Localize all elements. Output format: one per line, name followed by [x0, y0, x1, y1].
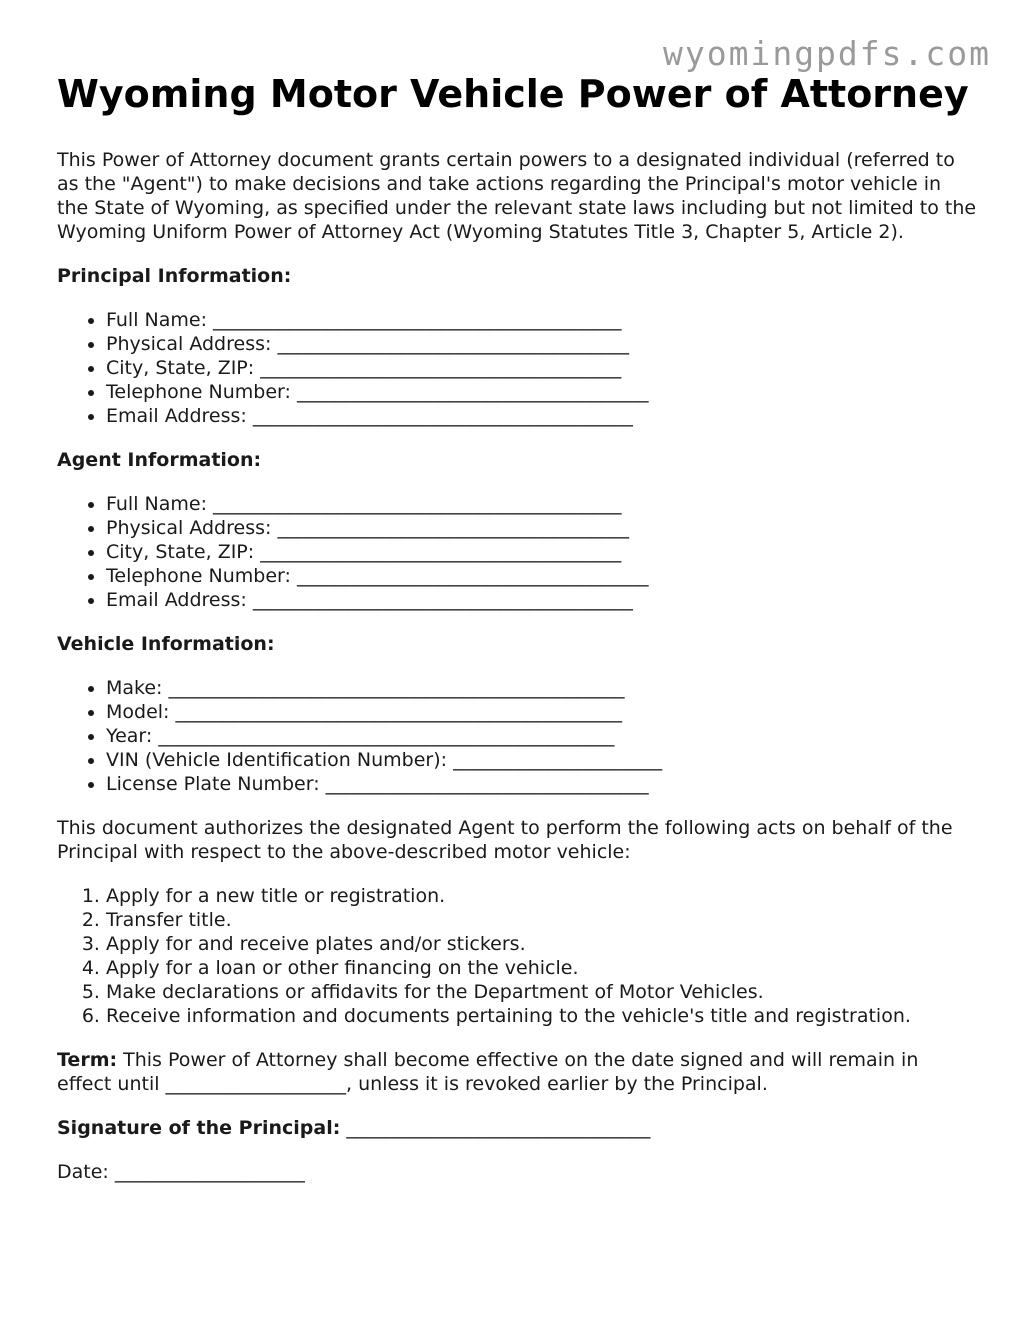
agent-full-name-field[interactable]: • Full Name: ___________________________________________ — [106, 492, 977, 516]
principal-heading: Principal Information: — [57, 265, 292, 287]
list-item: 4. Apply for a loan or other financing on the vehicle. — [106, 956, 977, 980]
vehicle-field-list — [57, 676, 977, 796]
authorization-paragraph: This document authorizes the designated Agent to perform the following acts on behalf of the Principal with respect to the above-described motor vehicle: — [57, 817, 953, 863]
list-item: 6. Receive information and documents pertaining to the vehicle's title and registration. — [106, 1004, 977, 1028]
agent-heading: Agent Information: — [57, 449, 262, 471]
vehicle-heading: Vehicle Information: — [57, 633, 275, 655]
list-item: 1. Apply for a new title or registration. — [106, 884, 977, 908]
signature-line — [57, 1116, 977, 1140]
principal-telephone-field[interactable]: • Telephone Number: _____________________________________ — [106, 380, 977, 404]
page-title: Wyoming Motor Vehicle Power of Attorney — [57, 72, 969, 116]
principal-field-list — [57, 308, 977, 428]
date-label: Date: — [57, 1161, 109, 1183]
list-item: 3. Apply for and receive plates and/or stickers. — [106, 932, 977, 956]
date-field[interactable]: ____________________ — [114, 1161, 305, 1183]
agent-field-list — [57, 492, 977, 612]
agent-address-field[interactable]: • Physical Address: _____________________________________ — [106, 516, 977, 540]
signature-field[interactable]: ________________________________ — [346, 1117, 651, 1139]
principal-full-name-field[interactable]: • Full Name: ___________________________________________ — [106, 308, 977, 332]
signature-label: Signature of the Principal: — [57, 1117, 341, 1139]
term-label: Term: — [57, 1049, 118, 1071]
principal-address-field[interactable]: • Physical Address: _____________________________________ — [106, 332, 977, 356]
vehicle-vin-field[interactable]: • VIN (Vehicle Identification Number): ______________________ — [106, 748, 977, 772]
intro-paragraph: This Power of Attorney document grants certain powers to a designated individual (referred to as the "Agent") to make decisions and take actions regarding the Principal's motor vehicle in the State of Wyoming, as specified under the relevant state laws including but not limited to the Wyoming Uniform Power of Attorney Act (Wyoming Statutes Title 3, Chapter 5, Article 2). — [57, 149, 977, 243]
vehicle-license-plate-field[interactable]: • License Plate Number: __________________________________ — [106, 772, 977, 796]
term-end-date-field[interactable]: ___________________ — [165, 1073, 347, 1095]
vehicle-model-field[interactable]: • Model: _______________________________________________ — [106, 700, 977, 724]
list-item: 5. Make declarations or affidavits for the Department of Motor Vehicles. — [106, 980, 977, 1004]
vehicle-make-field[interactable]: • Make: ________________________________________________ — [106, 676, 977, 700]
authorized-acts-list — [57, 884, 977, 1028]
watermark: wyomingpdfs.com — [662, 34, 991, 73]
term-paragraph: Term: This Power of Attorney shall become effective on the date signed and will remain in effect until ___________________, unless it is revoked earlier by the Principal. — [57, 1049, 919, 1095]
date-line — [57, 1160, 977, 1184]
list-item: 2. Transfer title. — [106, 908, 977, 932]
agent-telephone-field[interactable]: • Telephone Number: _____________________________________ — [106, 564, 977, 588]
vehicle-year-field[interactable]: • Year: ________________________________________________ — [106, 724, 977, 748]
agent-email-field[interactable]: • Email Address: ________________________________________ — [106, 588, 977, 612]
principal-email-field[interactable]: • Email Address: ________________________________________ — [106, 404, 977, 428]
document-page — [57, 70, 977, 1204]
agent-city-state-zip-field[interactable]: • City, State, ZIP: ______________________________________ — [106, 540, 977, 564]
principal-city-state-zip-field[interactable]: • City, State, ZIP: ______________________________________ — [106, 356, 977, 380]
